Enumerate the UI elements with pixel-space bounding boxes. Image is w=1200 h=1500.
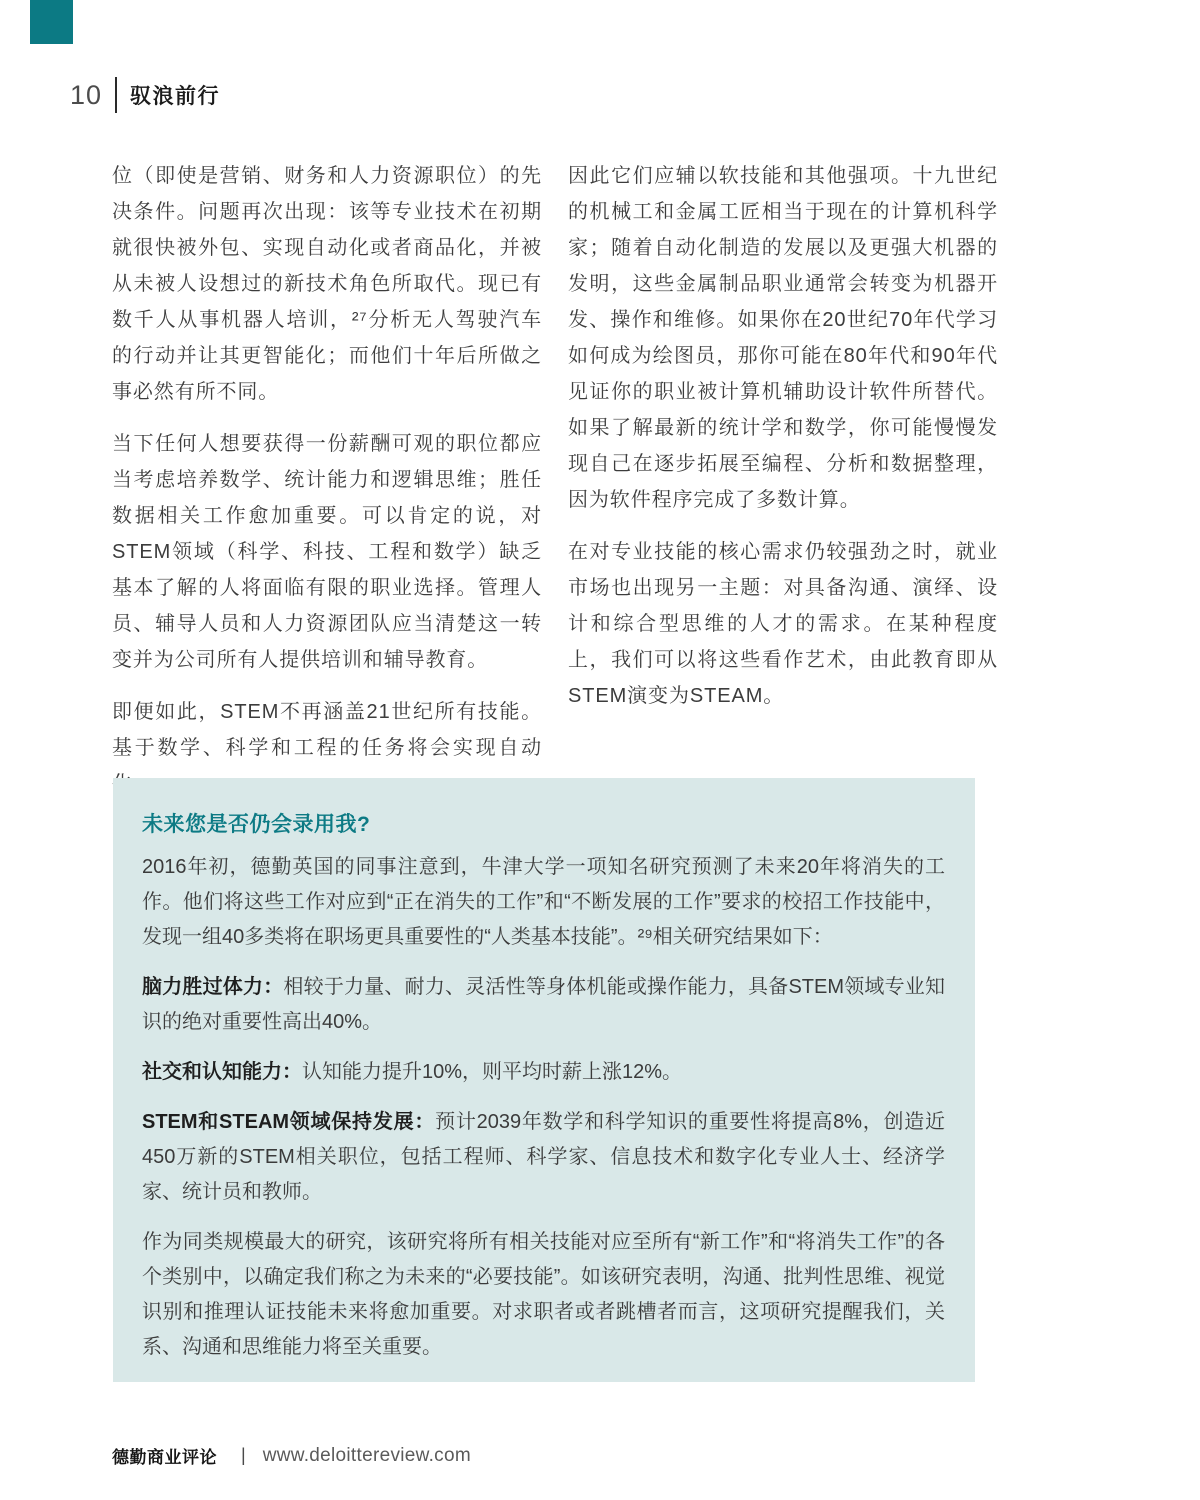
callout-item-label: 脑力胜过体力： <box>142 976 284 999</box>
paragraph: 即便如此，STEM不再涵盖21世纪所有技能。基于数学、科学和工程的任务将会实现自动 <box>112 701 542 759</box>
paragraph: 在对专业技能的核心需求仍较强劲之时，就业市场也出现另一主题：对具备沟通、演绎、设计和综合型思维的人才的需求。在某种程度上，我们可以将这些看作艺术，由此教育即从STEM演变为STEAM。 <box>568 541 998 707</box>
callout-item-text: 认知能力提升10%，则平均时薪上涨12%。 <box>302 1061 683 1084</box>
corner-accent-square <box>30 0 73 44</box>
callout-item-text: 预计2039年数学和科学知识的重要性将提高8%，创造近450万新的STEM相关职位，包括工程师、科学家、信息技术和数字化专业人士、经济学家、统计员和教师。 <box>142 1111 945 1204</box>
callout-item <box>142 1055 945 1090</box>
page-footer <box>112 1443 471 1468</box>
callout-item <box>142 1105 945 1210</box>
paragraph: 当下任何人想要获得一份薪酬可观的职位都应当考虑培养数学、统计能力和逻辑思维；胜任数据相关工作愈加重要。可以肯定的说，对STEM领域（科学、科技、工程和数学）缺乏基本了解的人将面临有限的职业选择。管理人员、辅导人员和人力资源团队应当清楚这一转变并为公司所有人提供培训和辅导教育。 <box>112 433 542 671</box>
footer-separator: | <box>241 1445 246 1465</box>
page-header <box>70 76 220 114</box>
article-columns <box>112 158 998 802</box>
paragraph: 因此它们应辅以软技能和其他强项。十九世纪的机械工和金属工匠相当于现在的计算机科学家；随着自动化制造的发展以及更强大机器的发明，这些金属制品职业通常会转变为机器开发、操作和维修。如果你在20世纪70年代学习如何成为绘图员，那你可能在80年代和90年代见证你的职业被计算机辅助设计软件所替代。如果了解最新的统计学和数学，你可能慢慢发现自己在逐步拓展至编程、分析和数据整理，因为软件程序完成了多数计算。 <box>568 165 998 511</box>
paragraph: 位（即使是营销、财务和人力资源职位）的先决条件。问题再次出现：该等专业技术在初期就很快被外包、实现自动化或者商品化，并被从未被人设想过的新技术角色所取代。现已有数千人从事机器人培训，²⁷分析无人驾驶汽车的行动并让其更智能化；而他们十年后所做之事必然有所不同。 <box>112 165 542 403</box>
callout-intro: 2016年初，德勤英国的同事注意到，牛津大学一项知名研究预测了未来20年将消失的工作。他们将这些工作对应到“正在消失的工作”和“不断发展的工作”要求的校招工作技能中，发现一组40多类将在职场更具重要性的“人类基本技能”。²⁹相关研究结果如下： <box>142 856 945 949</box>
callout-item <box>142 970 945 1040</box>
callout-item-label: STEM和STEAM领域保持发展： <box>142 1111 436 1134</box>
callout-item-label: 社交和认知能力： <box>142 1061 302 1084</box>
section-title: 驭浪前行 <box>130 85 221 108</box>
callout-box <box>113 778 975 1382</box>
footer-url: www.deloittereview.com <box>262 1444 471 1466</box>
callout-outro: 作为同类规模最大的研究，该研究将所有相关技能对应至所有“新工作”和“将消失工作”的各个类别中，以确定我们称之为未来的“必要技能”。如该研究表明，沟通、批判性思维、视觉识别和推理认证技能未来将愈加重要。对求职者或者跳槽者而言，这项研究提醒我们，关系、沟通和思维能力将至关重要。 <box>142 1231 945 1359</box>
callout-item-text: 相较于力量、耐力、灵活性等身体机能或操作能力，具备STEM领域专业知识的绝对重要性高出40%。 <box>142 976 946 1034</box>
left-column <box>112 158 542 802</box>
right-column <box>568 158 998 802</box>
header-divider <box>115 77 117 113</box>
page-number: 10 <box>70 79 103 110</box>
callout-heading: 未来您是否仍会录用我? <box>142 813 371 836</box>
footer-brand: 德勤商业评论 <box>112 1448 217 1467</box>
